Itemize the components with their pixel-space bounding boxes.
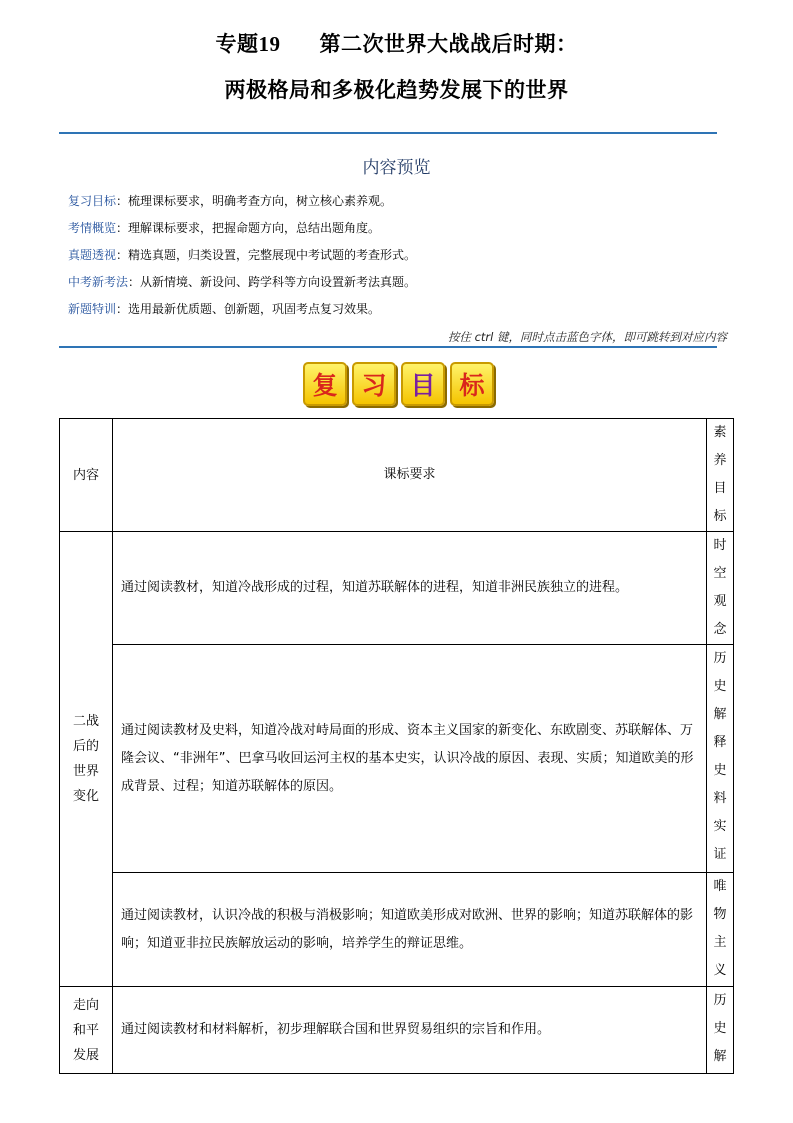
- page-title-line2: 两极格局和多极化趋势发展下的世界: [224, 78, 569, 102]
- header-literacy: 素养目标: [707, 419, 734, 532]
- preview-link-label[interactable]: 考情概览: [68, 221, 117, 235]
- preview-item-review-goals[interactable]: [68, 192, 392, 209]
- preview-link-label[interactable]: 新题特训: [68, 302, 117, 316]
- banner-char: 复: [303, 362, 347, 406]
- banner-char: 习: [352, 362, 396, 406]
- group-cell-peace: 走向和平发展: [60, 987, 113, 1074]
- preview-item-real-questions[interactable]: [68, 246, 416, 263]
- table-header-row: [60, 419, 734, 532]
- literacy-cell: 历史解释史料实证: [707, 645, 734, 873]
- topic-label: 专题: [215, 32, 259, 56]
- requirement-cell: 通过阅读教材，认识冷战的积极与消极影响；知道欧美形成对欧洲、世界的影响；知道苏联解体的影响；知道亚非拉民族解放运动的影响，培养学生的辩证思维。: [113, 873, 707, 987]
- requirement-cell: 通过阅读教材，知道冷战形成的过程，知道苏联解体的进程，知道非洲民族独立的进程。: [113, 532, 707, 645]
- topic-number: 19: [258, 32, 281, 56]
- page-title-line1: [0, 28, 793, 58]
- requirement-cell: 通过阅读教材和材料解析，初步理解联合国和世界贸易组织的宗旨和作用。: [113, 987, 707, 1074]
- preview-item-exam-overview[interactable]: [68, 219, 380, 236]
- title-text-1: 第二次世界大战战后时期：: [319, 32, 578, 56]
- preview-heading: 内容预览: [362, 158, 431, 178]
- preview-link-label[interactable]: 真题透视: [68, 248, 117, 262]
- banner-char: 目: [401, 362, 445, 406]
- preview-item-text: ：理解课标要求，把握命题方向，总结出题角度。: [116, 221, 381, 235]
- preview-item-text: ：从新情境、新设问、跨学科等方向设置新考法真题。: [128, 275, 417, 289]
- literacy-cell: 历史解: [707, 987, 734, 1074]
- preview-item-new-training[interactable]: [68, 300, 380, 317]
- review-goals-table: [59, 418, 734, 1074]
- requirement-cell: 通过阅读教材及史料，知道冷战对峙局面的形成、资本主义国家的新变化、东欧剧变、苏联解体、万隆会议、“非洲年”、巴拿马收回运河主权的基本史实，认识冷战的原因、表现、实质；知道欧美的形成背景、过程；知道苏联解体的原因。: [113, 645, 707, 873]
- preview-item-new-methods[interactable]: [68, 273, 416, 290]
- table-row: [60, 873, 734, 987]
- divider-top: [59, 132, 717, 134]
- preview-link-label[interactable]: 复习目标: [68, 194, 117, 208]
- preview-item-text: ：梳理课标要求，明确考查方向，树立核心素养观。: [116, 194, 393, 208]
- header-requirement: 课标要求: [113, 419, 707, 532]
- review-goals-banner: [303, 362, 494, 406]
- literacy-cell: 唯物主义: [707, 873, 734, 987]
- literacy-cell: 时空观念: [707, 532, 734, 645]
- preview-link-label[interactable]: 中考新考法: [68, 275, 129, 289]
- preview-item-text: ：选用最新优质题、创新题，巩固考点复习效果。: [116, 302, 381, 316]
- table-row: [60, 645, 734, 873]
- group-cell-postwar: 二战后的世界变化: [60, 532, 113, 987]
- preview-item-text: ：精选真题，归类设置，完整展现中考试题的考查形式。: [116, 248, 417, 262]
- divider-bottom: [59, 346, 717, 348]
- navigation-hint: 按住 ctrl 键，同时点击蓝色字体，即可跳转到对应内容: [447, 330, 727, 344]
- table-row: [60, 987, 734, 1074]
- banner-char: 标: [450, 362, 494, 406]
- table-row: [60, 532, 734, 645]
- header-content: 内容: [60, 419, 113, 532]
